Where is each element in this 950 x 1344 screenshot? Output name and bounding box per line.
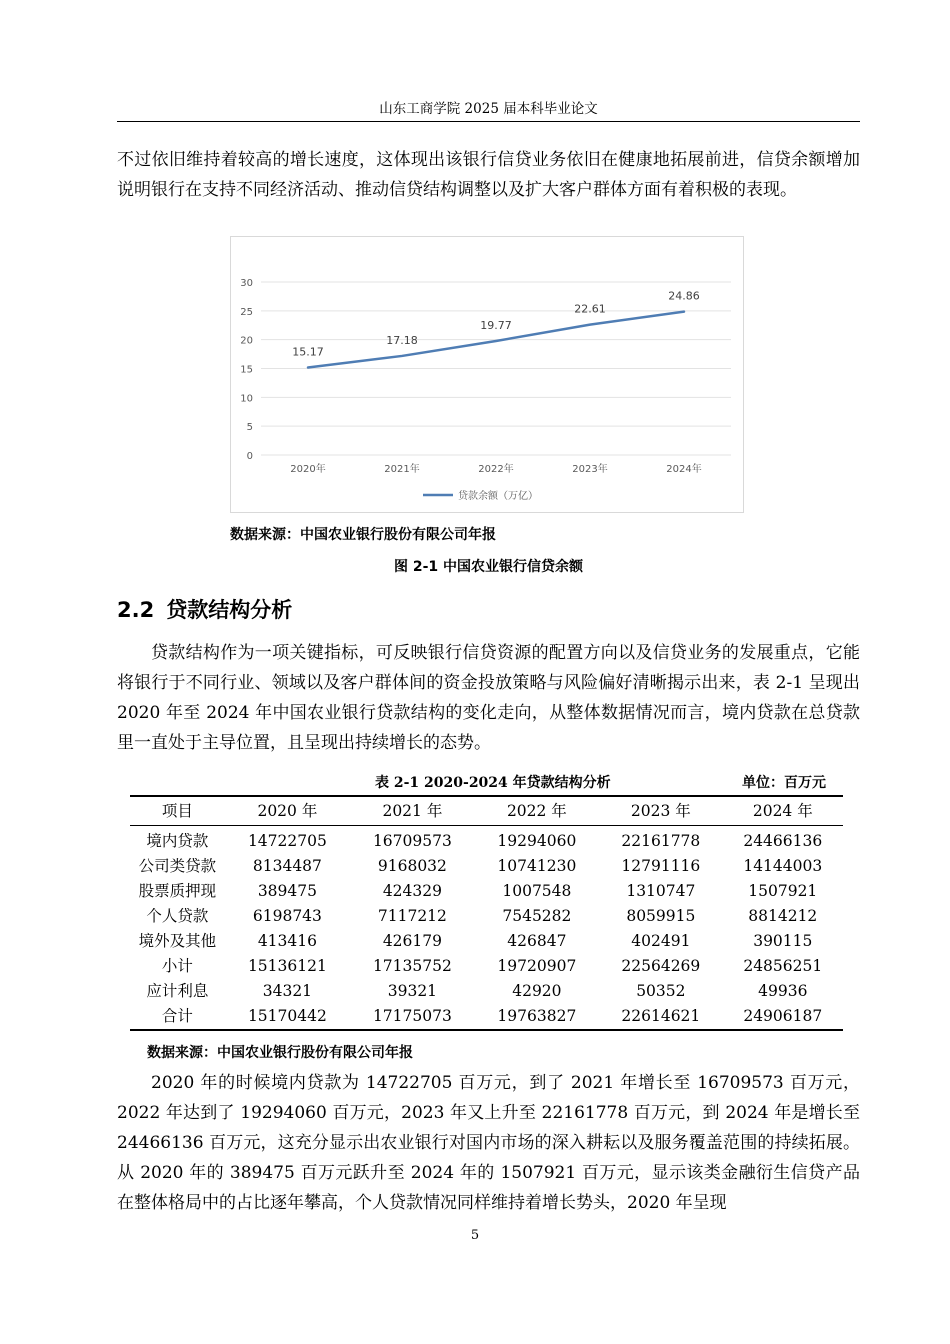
- page-number: 5: [470, 1228, 480, 1243]
- table-cell: 402491: [631, 932, 691, 950]
- header-rule: [117, 121, 860, 122]
- table-cell: 22564269: [621, 957, 701, 975]
- data-label: 22.61: [574, 302, 606, 316]
- table-cell: 16709573: [372, 832, 452, 850]
- table-cell: 39321: [387, 982, 438, 1000]
- y-tick-label: 25: [240, 306, 253, 318]
- table-cell: 个人贷款: [146, 907, 209, 925]
- table-cell: 390115: [753, 932, 813, 950]
- table-cell: 424329: [382, 882, 442, 900]
- table-cell: 19294060: [497, 832, 577, 850]
- table-row: [130, 879, 843, 904]
- figure-caption: 图 2-1 中国农业银行信贷余额: [393, 559, 584, 575]
- header-2024: 2024 年: [723, 796, 843, 826]
- y-tick-label: 0: [246, 451, 253, 462]
- data-label: 19.77: [480, 318, 512, 332]
- table-cell: 15170442: [225, 1004, 351, 1030]
- table-cell: 24856251: [743, 957, 823, 975]
- table-cell: 17175073: [350, 1004, 474, 1030]
- table-unit: 单位：百万元: [742, 775, 826, 791]
- data-label: 15.17: [292, 345, 324, 359]
- figure-source: 数据来源：中国农业银行股份有限公司年报: [230, 527, 496, 543]
- table-cell: 1507921: [748, 882, 818, 900]
- y-tick-label: 30: [240, 278, 253, 289]
- table-source: 数据来源：中国农业银行股份有限公司年报: [147, 1045, 413, 1061]
- table-row: [130, 854, 843, 879]
- table-cell: 426847: [507, 932, 567, 950]
- table-cell: 8134487: [252, 857, 322, 875]
- page-header: 山东工商学院 2025 届本科毕业论文: [379, 101, 598, 117]
- table-cell: 42920: [512, 982, 562, 1000]
- table-row: [130, 826, 843, 855]
- table-cell: 公司类贷款: [138, 857, 217, 875]
- table-row: [130, 1004, 843, 1030]
- table-cell: 17135752: [372, 957, 452, 975]
- data-label: 17.18: [386, 333, 418, 347]
- table-cell: 9168032: [377, 857, 447, 875]
- table-cell: 12791116: [621, 857, 701, 875]
- table-cell: 股票质押现: [138, 882, 217, 900]
- header-2021: 2021 年: [350, 796, 474, 826]
- table-cell: 14144003: [743, 857, 823, 875]
- section-number: 2.2: [117, 598, 155, 622]
- x-tick-label: 2023年: [572, 464, 608, 475]
- header-2020: 2020 年: [225, 796, 351, 826]
- table-cell: 应计利息: [146, 982, 209, 1000]
- paragraph-analysis: 2020 年的时候境内贷款为 14722705 百万元，到了 2021 年增长至 16709573 百万元，2022 年达到了 19294060 百万元，2023 年又上升至 22161778 百万元，到 2024 年是增长至 24466136 百万元，这充分显示出农业银行对国内市场的深入耕耘以及服务覆盖范围的持续拓展。从 2020 年的 389475 百万元跃升至 2024 年的 1507921 百万元，显示该类金融衍生信贷产品在整体格局中的占比逐年攀高，个人贷款情况同样维持着增长势头，2020 年呈现: [117, 1073, 860, 1213]
- table-cell: 426179: [382, 932, 442, 950]
- header-2023: 2023 年: [599, 796, 722, 826]
- paragraph-structure: 贷款结构作为一项关键指标，可反映银行信贷资源的配置方向以及信贷业务的发展重点，它能将银行于不同行业、领域以及客户群体间的资金投放策略与风险偏好清晰揭示出来，表 2-1 呈现出 2020 年至 2024 年中国农业银行贷款结构的变化走向，从整体数据情况而言，境内贷款在总贷款里一直处于主导位置，且呈现出持续增长的态势。: [117, 643, 860, 753]
- loan-structure-table: [130, 795, 843, 1031]
- table-cell: 7545282: [502, 907, 572, 925]
- chart-canvas: [231, 237, 743, 512]
- table-cell: 14722705: [247, 832, 327, 850]
- paragraph-intro: 不过依旧维持着较高的增长速度，这体现出该银行信贷业务依旧在健康地拓展前进，信贷余额增加说明银行在支持不同经济活动、推动信贷结构调整以及扩大客户群体方面有着积极的表现。: [117, 150, 860, 200]
- table-cell: 19720907: [497, 957, 577, 975]
- table-cell: 8814212: [748, 907, 818, 925]
- table-cell: 34321: [262, 982, 313, 1000]
- table-row: [130, 929, 843, 954]
- table-cell: 8059915: [626, 907, 696, 925]
- table-cell: 小计: [161, 957, 193, 975]
- x-tick-label: 2021年: [384, 464, 420, 475]
- x-tick-label: 2022年: [478, 464, 514, 475]
- table-row: [130, 979, 843, 1004]
- section-title-text: 贷款结构分析: [166, 598, 293, 622]
- section-heading: [117, 594, 292, 624]
- y-tick-label: 10: [240, 393, 253, 405]
- table-cell: 7117212: [377, 907, 447, 925]
- loan-balance-chart: [230, 236, 744, 513]
- table-header-row: [130, 796, 843, 826]
- x-tick-label: 2020年: [290, 464, 326, 475]
- table-caption: 表 2-1 2020-2024 年贷款结构分析: [375, 775, 611, 791]
- table-row: [130, 954, 843, 979]
- table-cell: 22614621: [599, 1004, 722, 1030]
- table-cell: 22161778: [621, 832, 701, 850]
- table-cell: 19763827: [475, 1004, 599, 1030]
- x-tick-label: 2024年: [666, 464, 702, 475]
- y-tick-label: 20: [240, 335, 253, 347]
- header-2022: 2022 年: [475, 796, 599, 826]
- y-tick-label: 15: [240, 364, 253, 376]
- table-cell: 境内贷款: [146, 832, 209, 850]
- table-cell: 合计: [130, 1004, 225, 1030]
- data-label: 24.86: [668, 289, 700, 303]
- table-cell: 389475: [257, 882, 317, 900]
- table-cell: 15136121: [247, 957, 327, 975]
- table-cell: 1007548: [502, 882, 572, 900]
- table-cell: 49936: [758, 982, 808, 1000]
- table-cell: 24466136: [743, 832, 823, 850]
- table-cell: 413416: [257, 932, 317, 950]
- table-cell: 6198743: [252, 907, 322, 925]
- table-cell: 10741230: [497, 857, 577, 875]
- table-row: [130, 904, 843, 929]
- table-cell: 境外及其他: [138, 932, 217, 950]
- header-item: 项目: [130, 796, 225, 826]
- legend-label: 贷款余额（万亿）: [458, 491, 538, 502]
- y-tick-label: 5: [246, 422, 253, 434]
- table-cell: 50352: [636, 982, 686, 1000]
- table-cell: 1310747: [626, 882, 696, 900]
- table-cell: 24906187: [723, 1004, 843, 1030]
